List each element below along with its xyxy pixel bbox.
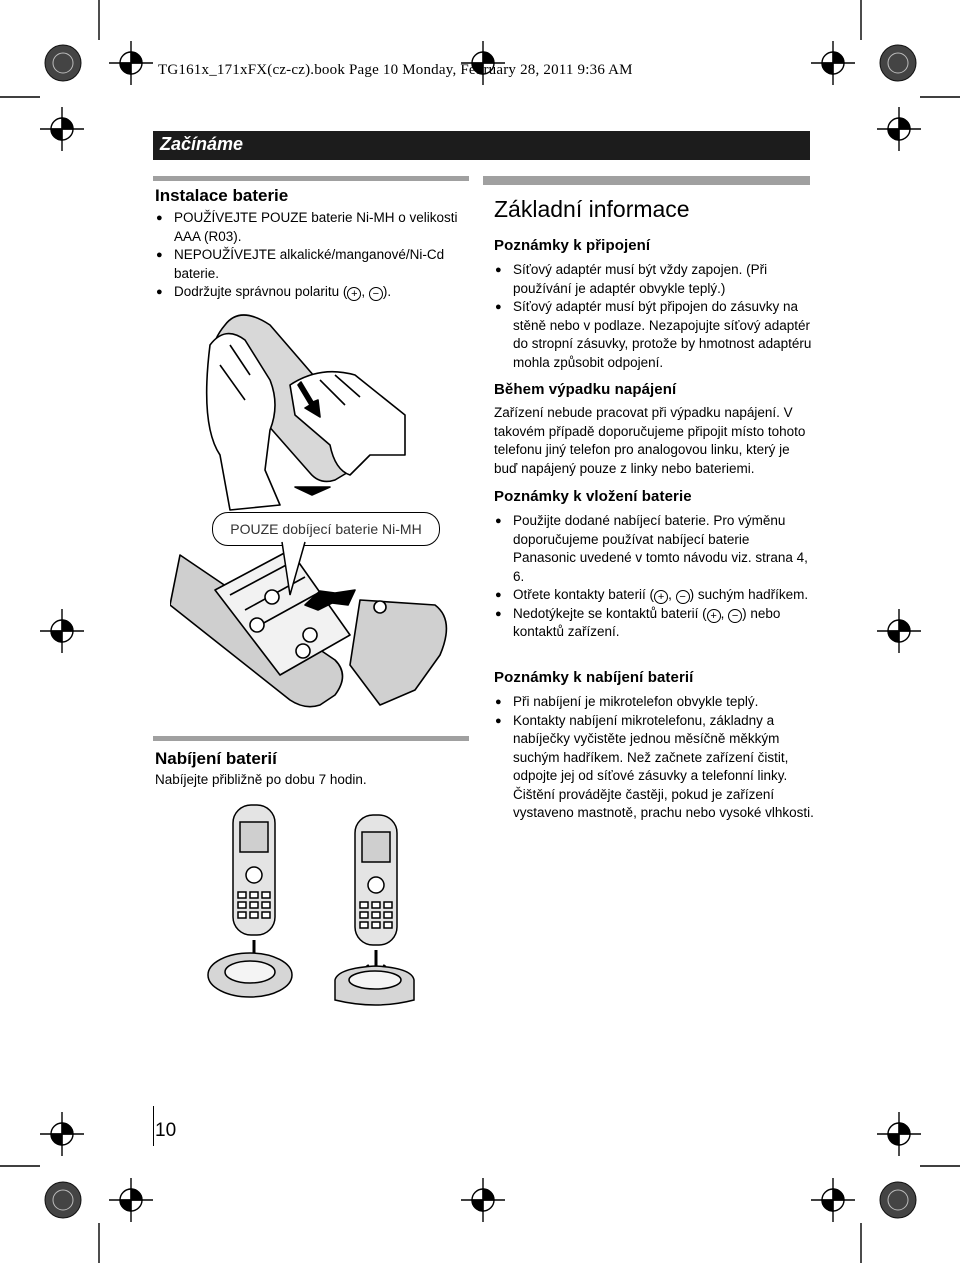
- registration-mark-icon: [40, 609, 84, 653]
- registration-mark-icon: [461, 1178, 505, 1222]
- list-item: ● POUŽÍVEJTE POUZE baterie Ni-MH o velikosti AAA (R03).: [155, 209, 471, 246]
- page-number: 10: [155, 1120, 177, 1141]
- column-rule: [153, 176, 469, 181]
- minus-symbol-icon: −: [369, 287, 383, 301]
- target-circle-icon: [45, 45, 81, 81]
- plus-symbol-icon: +: [347, 287, 361, 301]
- connection-list: [494, 261, 814, 372]
- list-item: ● Nedotýkejte se kontaktů baterií ( + , − ) nebo kontaktů zařízení.: [494, 605, 814, 642]
- list-item: ● NEPOUŽÍVEJTE alkalické/manganové/Ni-Cd baterie.: [155, 246, 471, 283]
- registration-mark-icon: [877, 1112, 921, 1156]
- list-item: ● Síťový adaptér musí být vždy zapojen. (Při používání je adaptér obvykle teplý.): [494, 261, 814, 298]
- charge-heading: Nabíjení baterií: [155, 749, 277, 768]
- list-item: ● Dodržujte správnou polaritu ( + , − ).: [155, 283, 471, 302]
- charging-list: [494, 693, 814, 823]
- registration-mark-icon: [877, 107, 921, 151]
- section-bar: [153, 131, 810, 160]
- registration-mark-icon: [811, 41, 855, 85]
- list-item: ● Použijte dodané nabíjecí baterie. Pro výměnu doporučujeme používat nabíjecí baterie Panasonic uvedené v tomto návodu viz. strana 4, 6.: [494, 512, 814, 586]
- insert-list: [494, 512, 814, 642]
- registration-mark-icon: [109, 41, 153, 85]
- list-item: ● Při nabíjení je mikrotelefon obvykle teplý.: [494, 693, 814, 712]
- charge-text: Nabíjejte přibližně po dobu 7 hodin.: [155, 772, 367, 787]
- minus-symbol-icon: −: [728, 609, 742, 623]
- install-list: [155, 209, 471, 302]
- install-heading: Instalace baterie: [155, 186, 289, 205]
- target-circle-icon: [45, 1182, 81, 1218]
- charging-illustration: [200, 800, 420, 1020]
- column-rule: [483, 176, 810, 185]
- charging-heading: Poznámky k nabíjení baterií: [494, 669, 694, 686]
- plus-symbol-icon: +: [654, 590, 668, 604]
- registration-mark-icon: [811, 1178, 855, 1222]
- battery-type-callout: POUZE dobíjecí baterie Ni-MH: [212, 512, 440, 546]
- registration-mark-icon: [877, 609, 921, 653]
- registration-mark-icon: [40, 107, 84, 151]
- print-header: TG161x_171xFX(cz-cz).book Page 10 Monday, February 28, 2011 9:36 AM: [158, 62, 633, 78]
- target-circle-icon: [880, 1182, 916, 1218]
- callout-pointer: [280, 540, 310, 600]
- insert-heading: Poznámky k vložení baterie: [494, 488, 692, 505]
- registration-mark-icon: [40, 1112, 84, 1156]
- target-circle-icon: [880, 45, 916, 81]
- list-item: ● Kontakty nabíjení mikrotelefonu, základny a nabíječky vyčistěte jednou měsíčně měkkým suchým hadříkem. Než začnete zařízení čistit, odpojte jej od síťové zásuvky a telefonní linky. Čištění provádějte častěji, pokud je zařízení vystaveno mastnotě, prachu nebo vysoké vlhkosti.: [494, 712, 814, 823]
- page-number-rule: [153, 1106, 154, 1146]
- connection-heading: Poznámky k připojení: [494, 237, 651, 254]
- outage-heading: Během výpadku napájení: [494, 381, 677, 398]
- section-title: Začínáme: [160, 134, 244, 154]
- column-rule: [153, 736, 469, 741]
- list-item: ● Síťový adaptér musí být připojen do zásuvky na stěně nebo v podlaze. Nezapojujte síťový adaptér do stropní zásuvky, protože by hmotnost adaptéru mohla způsobit odpojení.: [494, 298, 814, 372]
- minus-symbol-icon: −: [676, 590, 690, 604]
- registration-mark-icon: [109, 1178, 153, 1222]
- list-item: ● Otřete kontakty baterií ( + , − ) suchým hadříkem.: [494, 586, 814, 605]
- outage-text: Zařízení nebude pracovat při výpadku napájení. V takovém případě doporučujeme připojit místo tohoto telefonu jiný telefon pro analogovou linku, který je buď napájený pouze z linky nebo bateriemi.: [494, 405, 806, 476]
- plus-symbol-icon: +: [707, 609, 721, 623]
- main-heading: Základní informace: [494, 196, 690, 222]
- battery-insertion-illustration: [170, 305, 460, 715]
